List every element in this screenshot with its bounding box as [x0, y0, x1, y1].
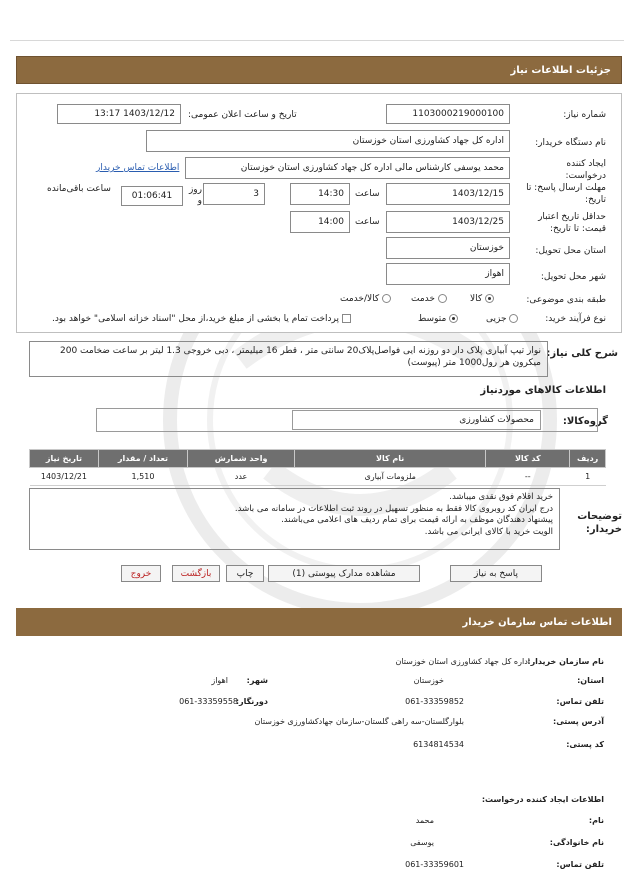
category-option-service[interactable]: خدمت [411, 294, 447, 304]
need-number-label: شماره نیاز: [563, 110, 606, 120]
table-header: تاریخ نیاز [30, 450, 99, 468]
category-option-goods[interactable]: کالا [470, 294, 494, 304]
contact-city-value: اهواز [211, 676, 228, 685]
buyer-note-line: درج ایران کد روبروی کالا فقط به منظور تسهیل در روند ثبت اطلاعات در سامانه می باشد. [234, 503, 553, 514]
radio-icon[interactable] [438, 294, 447, 303]
reply-date-field: 1403/12/15 [386, 183, 510, 205]
days-label: روز و [188, 185, 202, 206]
exit-button[interactable]: خروج [121, 565, 161, 582]
creator-label: ایجاد کننده درخواست: [565, 159, 606, 181]
table-cell: ملزومات آبیاری [295, 468, 486, 486]
creator-phone-value: 061-33359601 [405, 860, 464, 869]
checkbox-icon[interactable] [342, 314, 351, 323]
price-time-field: 14:00 [290, 211, 350, 233]
buyer-org-label: نام دستگاه خریدار: [535, 138, 606, 148]
category-label: طبقه بندی موضوعی: [526, 295, 606, 305]
goods-section-title: اطلاعات کالاهای موردنیاز [480, 385, 606, 396]
reply-time-field: 14:30 [290, 183, 350, 205]
city-label: شهر محل تحویل: [540, 272, 606, 282]
buyer-note-line: الویت خرید با کالای ایرانی می باشد. [424, 526, 553, 537]
buyer-contact-link[interactable]: اطلاعات تماس خریدار [96, 163, 180, 173]
days-field: 3 [203, 183, 265, 205]
reply-time-label: ساعت [355, 189, 380, 199]
process-label: نوع فرآیند خرید: [545, 314, 606, 324]
remaining-time-label: ساعت باقی‌مانده [47, 184, 111, 194]
creator-info-title: اطلاعات ایجاد کننده درخواست: [481, 795, 604, 804]
contact-phone-label: تلفن تماس: [556, 697, 604, 706]
contact-province-label: استان: [577, 676, 604, 685]
process-option-partial[interactable]: جزیی [486, 314, 518, 324]
top-divider [10, 40, 624, 41]
buyer-notes-label: توضیحات خریدار: [577, 511, 622, 535]
table-header: نام کالا [295, 450, 486, 468]
table-header: ردیف [570, 450, 606, 468]
reply-deadline-label: مهلت ارسال پاسخ: تا تاریخ: [526, 183, 606, 205]
reply-button[interactable]: پاسخ به نیاز [450, 565, 542, 582]
group-label: گروه‌کالا: [562, 416, 608, 427]
process-option-medium[interactable]: متوسط [418, 314, 458, 324]
buyer-org-field: اداره کل جهاد کشاورزی استان خوزستان [146, 130, 510, 152]
table-header: تعداد / مقدار [98, 450, 187, 468]
table-header-row [30, 450, 606, 468]
address-value: بلوارگلستان-سه راهی گلستان-سازمان جهادکشاورزی خوزستان [254, 717, 464, 726]
need-number-field: 1103000219000100 [386, 104, 510, 124]
table-header: واحد شمارش [188, 450, 295, 468]
group-field: محصولات کشاورزی [292, 410, 541, 430]
org-name-value: اداره کل جهاد کشاورزی استان خوزستان [395, 657, 530, 666]
table-cell: 1403/12/21 [30, 468, 99, 486]
radio-selected-icon[interactable] [485, 294, 494, 303]
page-title-bar [16, 56, 622, 84]
province-field: خوزستان [386, 237, 510, 259]
radio-selected-icon[interactable] [449, 314, 458, 323]
contact-city-label: شهر: [246, 676, 268, 685]
price-time-label: ساعت [355, 217, 380, 227]
contact-title: اطلاعات تماس سازمان خریدار [462, 616, 612, 628]
table-cell: -- [486, 468, 570, 486]
radio-icon[interactable] [382, 294, 391, 303]
contact-province-value: خوزستان [413, 676, 444, 685]
table-header: کد کالا [486, 450, 570, 468]
category-option-both[interactable]: کالا/خدمت [340, 294, 391, 304]
province-label: استان محل تحویل: [535, 246, 606, 256]
description-label: شرح کلی نیاز: [546, 348, 618, 359]
table-row [30, 468, 606, 486]
price-date-field: 1403/12/25 [386, 211, 510, 233]
payment-note: پرداخت تمام یا بخشی از مبلغ خرید،از محل "اسناد خزانه اسلامی" خواهد بود. [52, 314, 351, 324]
page-title: جزئیات اطلاعات نیاز [510, 64, 611, 76]
postal-code-label: کد پستی: [566, 740, 604, 749]
city-field: اهواز [386, 263, 510, 285]
table-cell: عدد [188, 468, 295, 486]
buyer-note-line: پیشنهاد دهندگان موظف به ارائه قیمت برای تمام ردیف های اعلامی می‌باشند. [281, 515, 553, 525]
buyer-notes-box [29, 488, 560, 550]
last-name-label: نام خانوادگی: [549, 838, 604, 847]
view-attachments-button[interactable]: مشاهده مدارک پیوستی (1) [268, 565, 420, 582]
first-name-label: نام: [588, 816, 604, 825]
back-button[interactable]: بازگشت [172, 565, 220, 582]
price-validity-label: حداقل تاریخ اعتبار قیمت: تا تاریخ: [538, 212, 606, 234]
last-name-value: یوسفی [410, 838, 434, 847]
remaining-time-field: 01:06:41 [121, 186, 183, 206]
contact-section-title [16, 608, 622, 636]
announce-date-field: 1403/12/12 13:17 [57, 104, 181, 124]
buyer-note-line: خرید اقلام فوق نقدی میباشد. [449, 492, 553, 502]
address-label: آدرس پستی: [553, 717, 604, 726]
fax-value: 061-33359558 [179, 697, 238, 706]
items-table [29, 449, 606, 486]
announce-date-label: تاریخ و ساعت اعلان عمومی: [188, 110, 297, 120]
creator-phone-label: تلفن تماس: [556, 860, 604, 869]
first-name-value: محمد [415, 816, 434, 825]
table-cell: 1,510 [98, 468, 187, 486]
creator-field: محمد یوسفی کارشناس مالی اداره کل جهاد کشاورزی استان خوزستان [185, 157, 510, 179]
org-name-label: نام سازمان خریدار: [527, 657, 604, 666]
print-button[interactable]: چاپ [226, 565, 264, 582]
fax-label: دورنگار: [235, 697, 268, 706]
table-cell: 1 [570, 468, 606, 486]
contact-phone-value: 061-33359852 [405, 697, 464, 706]
description-box: نوار تیپ آبیاری پلاک دار دو روزنه ایی فواصل‌پلاک‌20 سانتی متر ، قطر 16 میلیمتر ، دبی خروجی 1.3 لیتر بر ساعت ضخامت 200 میکرون هر رول1000 متر (پیوست) [29, 341, 548, 377]
radio-icon[interactable] [509, 314, 518, 323]
postal-code-value: 6134814534 [413, 740, 464, 749]
